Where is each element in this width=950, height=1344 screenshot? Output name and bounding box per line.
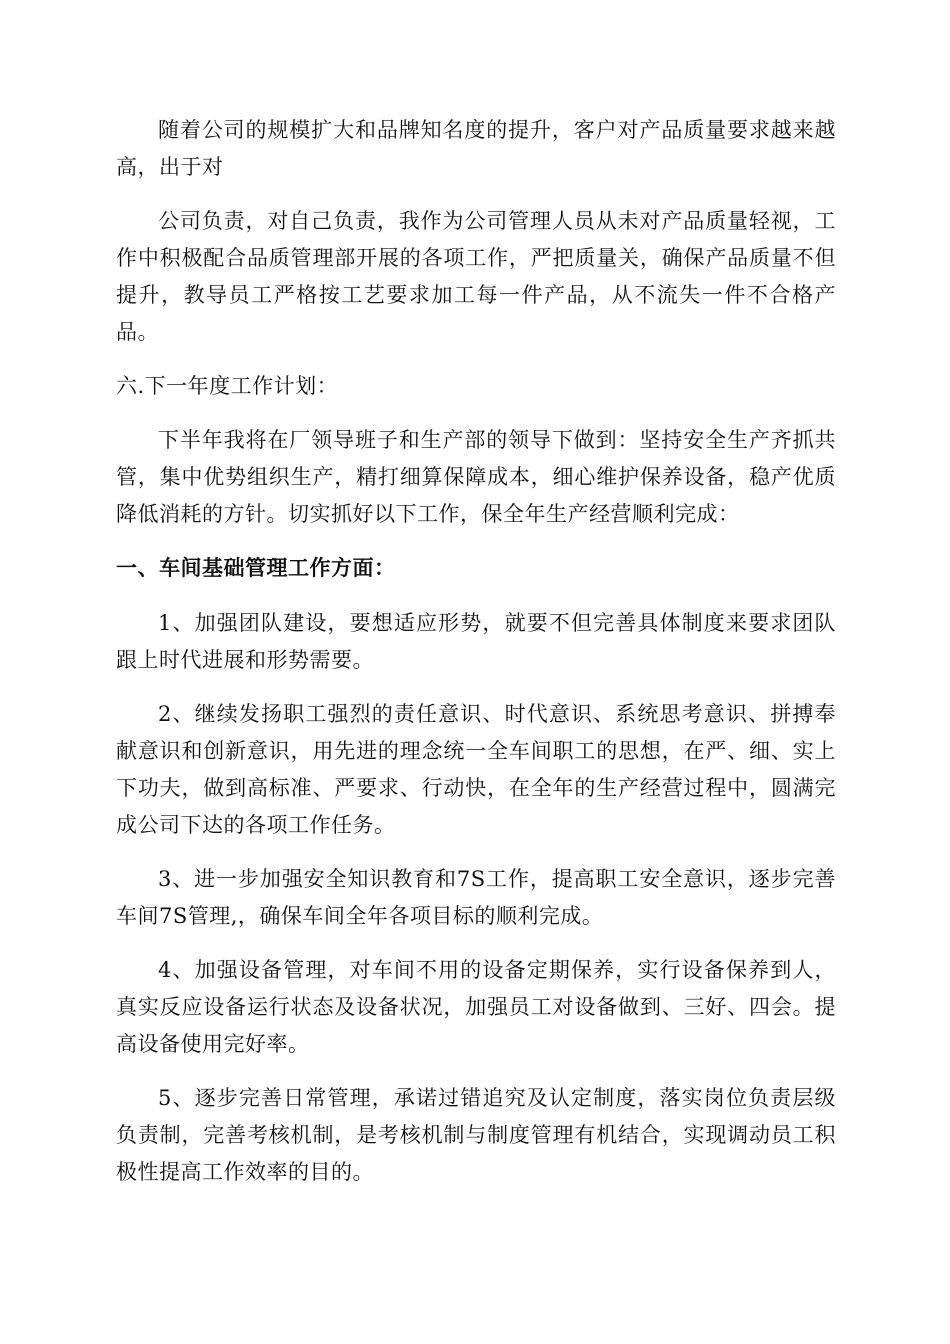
section-heading-next-year-plan: 六.下一年度工作计划： xyxy=(116,374,339,398)
list-item-employee-awareness: 2、继续发扬职工强烈的责任意识、时代意识、系统思考意识、拼搏奉献意识和创新意识，用先进的理念统一全车间职工的思想，在严、细、实上下功夫，做到高标准、严要求、行动快，在全年的生产经营过程中，圆满完成公司下达的各项工作任务。 xyxy=(116,702,836,837)
paragraph-quality-intro: 随着公司的规模扩大和品牌知名度的提升，客户对产品质量要求越来越高，出于对 xyxy=(116,118,836,179)
paragraph-plan-overview: 下半年我将在厂领导班子和生产部的领导下做到：坚持安全生产齐抓共管，集中优势组织生产，精打细算保障成本，细心维护保养设备，稳产优质降低消耗的方针。切实抓好以下工作，保全年生产经营顺利完成： xyxy=(116,428,836,526)
list-item-daily-management: 5、逐步完善日常管理，承诺过错追究及认定制度，落实岗位负责层级负责制，完善考核机制，是考核机制与制度管理有机结合，实现调动员工积极性提高工作效率的目的。 xyxy=(116,1086,836,1184)
list-item-safety-7s: 3、进一步加强安全知识教育和7S工作，提高职工安全意识，逐步完善车间7S管理,，确保车间全年各项目标的顺利完成。 xyxy=(116,867,836,928)
section-heading-workshop-management: 一、车间基础管理工作方面： xyxy=(116,556,396,580)
paragraph-quality-responsibility: 公司负责，对自己负责，我作为公司管理人员从未对产品质量轻视，工作中积极配合品质管理部开展的各项工作，严把质量关，确保产品质量不但提升，教导员工严格按工艺要求加工每一件产品，从不流失一件不合格产品。 xyxy=(116,209,836,344)
list-item-equipment-management: 4、加强设备管理，对车间不用的设备定期保养，实行设备保养到人，真实反应设备运行状态及设备状况，加强员工对设备做到、三好、四会。提高设备使用完好率。 xyxy=(116,958,836,1056)
document-body xyxy=(116,112,836,1208)
list-item-team-building: 1、加强团队建设，要想适应形势，就要不但完善具体制度来要求团队跟上时代进展和形势需要。 xyxy=(116,611,836,672)
